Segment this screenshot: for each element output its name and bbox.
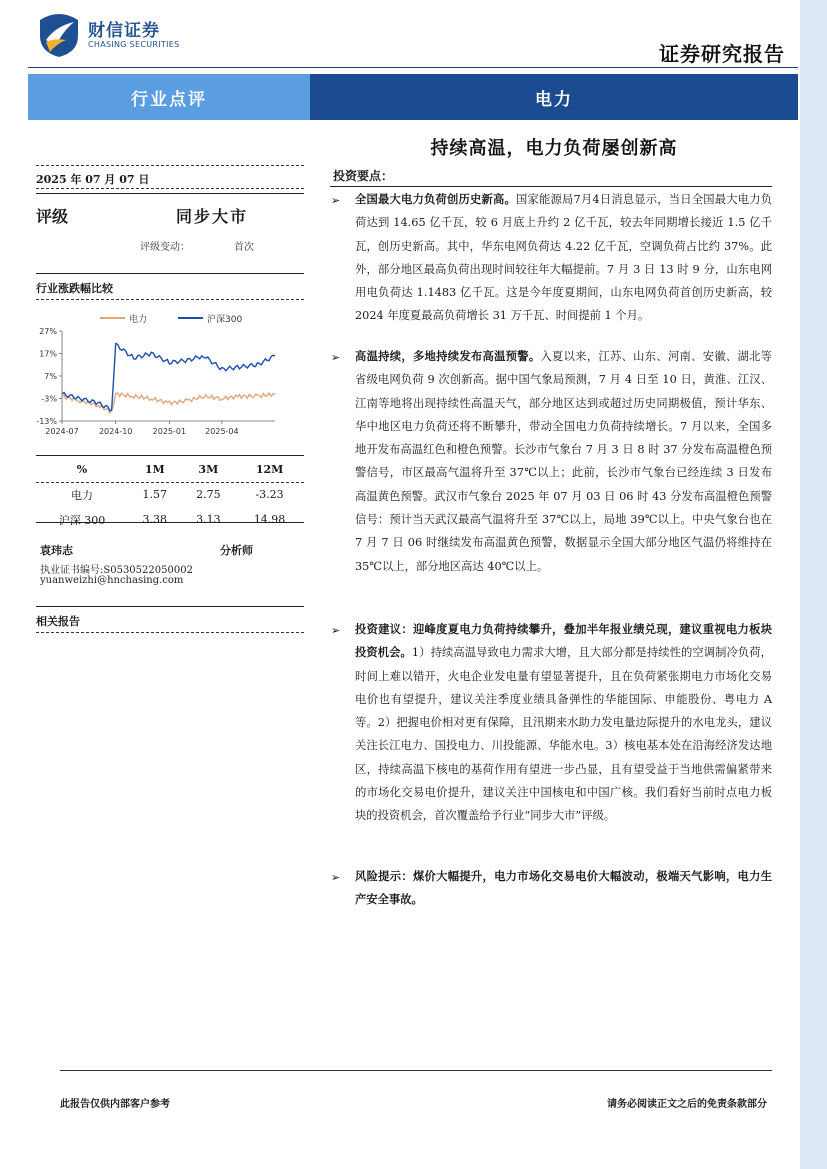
footer-rule: [60, 1070, 772, 1071]
key-point-heading: 风险提示：煤价大幅提升，电力市场化交易电价大幅波动，极端天气影响，电力生产安全事故。: [355, 869, 772, 907]
analyst-cert: 执业证书编号:S0530522050002: [40, 565, 193, 576]
x-tick-label: 2024-10: [98, 427, 133, 436]
analyst-email[interactable]: yuanweizhi@hnchasing.com: [40, 575, 184, 586]
key-point-body: 国家能源局7月4日消息显示，当日全国最大电力负荷达到 14.65 亿千瓦，较 6 月底上升约 2 亿千瓦，较去年同期增长接近 1.5 亿千瓦，创历史新高。其中，华东电网负荷达 4.22 亿千瓦，空调负荷占比约 37%。此外，部分地区最高负荷出现时间较往年大幅提前。7 月 3 日 13 时 9 分，山东电网用电负荷达 1.1483 亿千瓦。这是今年度夏期间，山东电网负荷首创历史新高，较 2024 年度夏最高负荷增长 31 万千瓦、时间提前 1 个月。: [355, 193, 772, 323]
x-tick-label: 2025-01: [152, 427, 187, 436]
legend-label-power: 电力: [129, 315, 148, 325]
table-cell: 2.75: [196, 488, 221, 501]
table-header-row: [36, 457, 304, 482]
divider: [36, 299, 304, 300]
footer-left: 此报告仅供内部客户参考: [60, 1099, 170, 1110]
divider: [36, 482, 304, 483]
divider: [36, 165, 304, 166]
analyst-role: 分析师: [220, 544, 253, 557]
divider: [330, 186, 772, 187]
footer-right: 请务必阅读正文之后的免责条款部分: [607, 1099, 767, 1110]
side-strip: [800, 0, 827, 1169]
key-point: [355, 345, 772, 578]
industry-band: 电力: [310, 74, 798, 120]
bullet-icon: ➢: [331, 194, 341, 207]
rating-change-value: 首次: [234, 242, 254, 253]
table-cell: 电力: [71, 488, 93, 502]
key-point: [355, 865, 772, 912]
divider: [36, 606, 304, 607]
table-cell: 沪深 300: [58, 513, 106, 527]
divider: [36, 193, 304, 194]
divider: [36, 522, 304, 523]
perf-table: [36, 457, 304, 532]
y-tick-label: 7%: [44, 372, 57, 381]
table-row: [36, 507, 304, 532]
table-cell: 1.57: [142, 488, 168, 501]
divider: [36, 273, 304, 274]
x-tick-label: 2024-07: [45, 427, 79, 436]
brand-logo: [36, 12, 196, 58]
key-point-heading: 高温持续，多地持续发布高温预警。: [355, 349, 541, 363]
bullet-icon: ➢: [331, 871, 341, 884]
table-cell: -3.23: [255, 488, 284, 501]
divider: [36, 188, 304, 189]
perf-section-title: 行业涨跌幅比较: [36, 282, 113, 295]
key-point-body: 1）持续高温导致电力需求大增，且大部分都是持续性的空调制冷负荷，时间上难以错开，火电企业发电量有望显著提升，且在负荷紧张期电力市场化交易电价也有望提升，建议关注季度业绩具备弹性的华能国际、申能股份、粤电力 A 等。2）把握电价相对更有保障，且汛期来水助力发电量边际提升的水电龙头，建议关注长江电力、国投电力、川投能源、华能水电。3）核电基本处在沿海经济发达地区，持续高温下核电的基荷作用有望进一步凸显，且有望受益于当地供需偏紧带来的市场化交易电价提升，建议关注中国核电和中国广核。我们看好当前时点电力板块的投资机会，首次覆盖给予行业“同步大市”评级。: [355, 646, 772, 823]
y-tick-label: 17%: [39, 349, 57, 359]
divider: [36, 632, 304, 633]
rating-change-label: 评级变动：: [140, 242, 190, 253]
bullet-icon: ➢: [331, 351, 341, 364]
table-header: 3M: [198, 463, 219, 476]
table-header: 1M: [144, 463, 165, 476]
report-type: 证券研究报告: [659, 42, 785, 66]
key-point: [355, 618, 772, 828]
logo-mark-icon: [36, 12, 82, 58]
table-header: %: [76, 463, 88, 476]
series-line-hs300: [62, 344, 275, 411]
y-tick-label: -13%: [36, 417, 57, 426]
legend-label-hs300: 沪深300: [207, 315, 243, 325]
key-points-title: 投资要点：: [333, 169, 394, 183]
table-header: 12M: [255, 463, 284, 476]
table-cell: 3.13: [196, 513, 221, 526]
table-cell: 3.38: [142, 513, 168, 526]
page-title: 持续高温，电力负荷屡创新高: [430, 138, 678, 159]
series-line-power: [62, 393, 275, 413]
y-tick-label: 27%: [39, 327, 57, 336]
key-point-heading: 投资建议：迎峰度夏电力负荷持续攀升，叠加半年报业绩兑现，建议重视电力板块投资机会。: [355, 622, 772, 660]
table-cell: 14.98: [253, 513, 286, 526]
header-rule: [28, 67, 798, 68]
report-date: 2025 年 07 月 07 日: [36, 173, 150, 186]
bullet-icon: ➢: [331, 624, 341, 637]
x-tick-label: 2025-04: [205, 427, 239, 436]
brand-name-en: CHASING SECURITIES: [88, 40, 180, 49]
chart-legend: [100, 313, 242, 325]
related-reports-title: 相关报告: [36, 615, 80, 628]
key-point: [355, 188, 772, 328]
chart-plot: [36, 327, 275, 436]
key-point-body: 入夏以来，江苏、山东、河南、安徽、湖北等省级电网负荷 9 次创新高。据中国气象局预测，7 月 4 日至 10 日，黄淮、江汉、江南等地将出现持续性高温天气，部分地区达到或超过历史同期极值，预计华东、华中地区电力负荷还将不断攀升，带动全国电力负荷持续增长。7 月以来，全国多地开发布高温红色和橙色预警。长沙市气象台 7 月 3 日 8 时 37 分发布高温橙色预警信号，市区最高气温将升至 37℃以上；此前，长沙市气象台已经连续 3 日发布高温黄色预警。武汉市气象台 2025 年 07 月 03 日 06 时 43 分发布高温橙色预警信号：预计当天武汉最高气温将升至 37℃以上，局地 39℃以上。中央气象台也在 7 月 7 日 06 时继续发布高温黄色预警，数据显示全国大部分地区气温仍将维持在 35℃以上，部分地区高达 40℃以上。: [355, 350, 772, 573]
table-row: [36, 482, 304, 507]
brand-name-cn: 财信证券: [88, 21, 160, 41]
key-point-heading: 全国最大电力负荷创历史新高。: [355, 192, 516, 206]
analyst-name: 袁玮志: [40, 544, 73, 557]
y-tick-label: -3%: [41, 394, 57, 404]
divider: [36, 455, 304, 456]
rating-label: 评级: [36, 207, 69, 226]
rating-value: 同步大市: [176, 207, 249, 226]
perf-chart: [30, 303, 300, 445]
category-band: 行业点评: [28, 74, 310, 120]
